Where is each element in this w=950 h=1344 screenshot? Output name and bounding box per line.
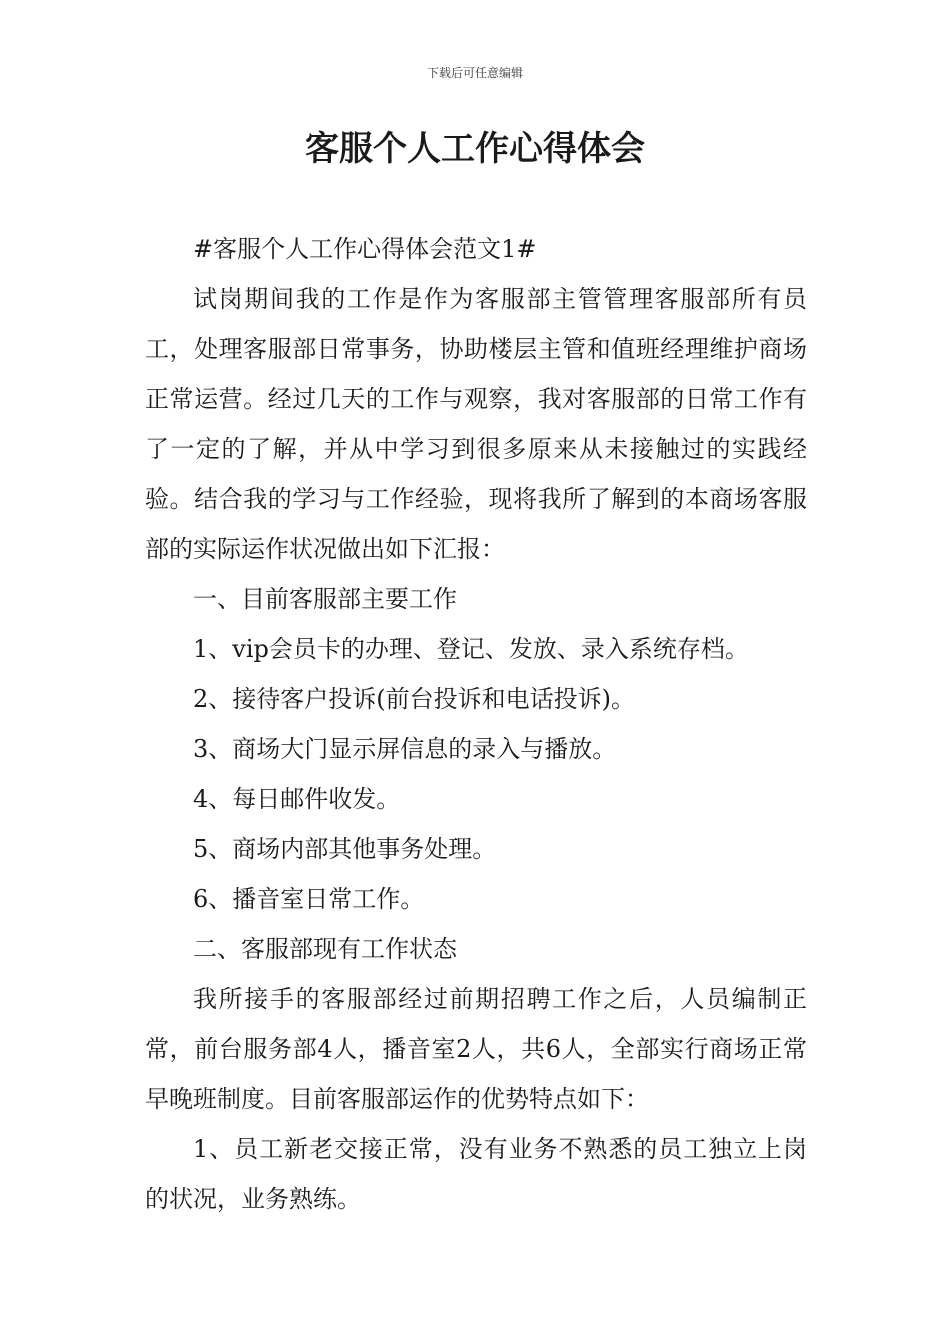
- list-item: 6、播音室日常工作。: [193, 885, 425, 913]
- section-heading: #客服个人工作心得体会范文1#: [193, 235, 537, 263]
- section-heading: 二、客服部现有工作状态: [193, 935, 457, 963]
- list-item: 1、员工新老交接正常，没有业务不熟悉的员工独立上岗的状况，业务熟练。: [145, 1135, 807, 1213]
- paragraph-status: 我所接手的客服部经过前期招聘工作之后，人员编制正常，前台服务部4人，播音室2人，共6人，全部实行商场正常早晚班制度。目前客服部运作的优势特点如下：: [145, 985, 807, 1113]
- document-body: [145, 224, 807, 1224]
- list-item: 3、商场大门显示屏信息的录入与播放。: [193, 735, 617, 763]
- header-note: 下载后可任意编辑: [426, 66, 523, 80]
- section-heading: 一、目前客服部主要工作: [193, 585, 457, 613]
- paragraph-intro: 试岗期间我的工作是作为客服部主管管理客服部所有员工，处理客服部日常事务，协助楼层主管和值班经理维护商场正常运营。经过几天的工作与观察，我对客服部的日常工作有了一定的了解，并从中学习到很多原来从未接触过的实践经验。结合我的学习与工作经验，现将我所了解到的本商场客服部的实际运作状况做出如下汇报：: [145, 285, 807, 563]
- list-item: 2、接待客户投诉(前台投诉和电话投诉)。: [193, 685, 635, 713]
- list-item: 5、商场内部其他事务处理。: [193, 835, 497, 863]
- list-item: 1、vip会员卡的办理、登记、发放、录入系统存档。: [193, 635, 749, 663]
- list-item: 4、每日邮件收发。: [193, 785, 401, 813]
- document-title: 客服个人工作心得体会: [305, 129, 645, 169]
